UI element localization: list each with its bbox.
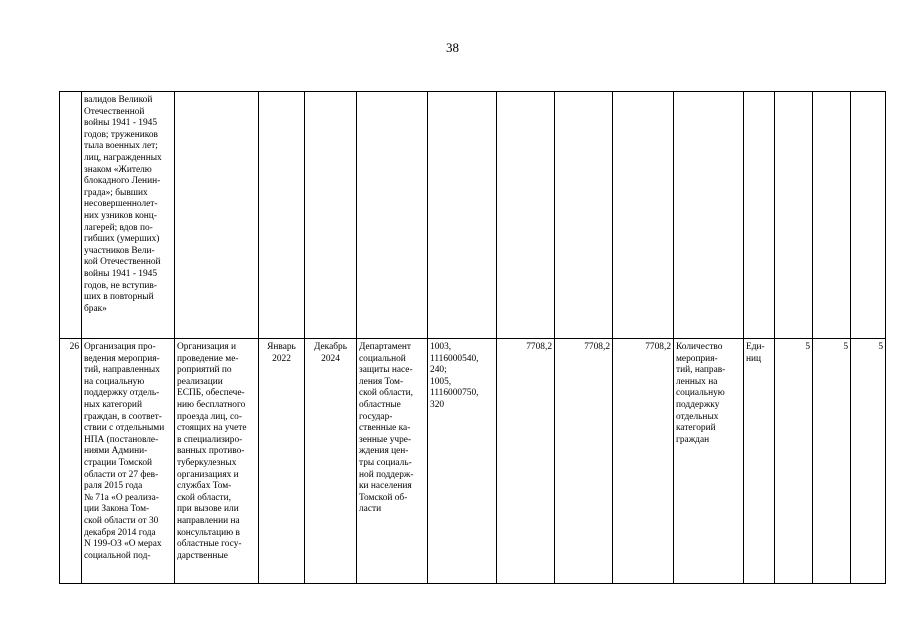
total-amount-cell: 7708,2: [497, 339, 555, 584]
year1-amount-cell: 7708,2: [555, 339, 613, 584]
event-description-cell: [175, 339, 259, 584]
value1-cell: 5: [775, 339, 813, 584]
kbk-cell: [428, 339, 497, 584]
event-name-cell: [82, 339, 175, 584]
kbk-text: 1003, 1116000540, 240; 1005, 1116000750, 320: [430, 342, 479, 410]
executor-cell: [357, 92, 428, 339]
unit-text: Еди- ниц: [746, 342, 765, 364]
year2-amount-cell: 7708,2: [613, 339, 674, 584]
table-row: [60, 92, 886, 339]
row-number-cell: 26: [60, 339, 82, 584]
executor-text: Департамент социальной защиты насе- ления Том- ской области, областные государ- ственные ка- зенные учре- ждения цен- тры социаль- ной поддерж- ки населения Томской об- ласти: [359, 342, 414, 515]
indicator-cell: [674, 339, 744, 584]
year2-amount-cell: [613, 92, 674, 339]
row-number-cell: [60, 92, 82, 339]
value3-cell: [851, 92, 886, 339]
unit-cell: [744, 339, 775, 584]
event-name-cell: [82, 92, 175, 339]
page-number: 38: [446, 40, 459, 55]
event-description-cell: [175, 92, 259, 339]
value1-cell: [775, 92, 813, 339]
indicator-text: Количество мероприя- тий, направ- ленных на социальную поддержку отдельных категорий граждан: [676, 342, 726, 445]
indicator-cell: [674, 92, 744, 339]
event-name-text: валидов Великой Отечественной войны 1941 - 1945 годов; тружеников тыла военных лет; лиц, награжденных знаком «Жителю блокадного Ленин- града»; бывших несовершеннолет- них узников конц- лагерей; вдов по- гибших (умерших) участников Вели- кой Отечественной войны 1941 - 1945 годов, не вступив- ших в повторный брак»: [84, 95, 162, 314]
end-date-cell: [305, 339, 357, 584]
unit-cell: [744, 92, 775, 339]
start-date-cell: [259, 92, 305, 339]
end-date-cell: [305, 92, 357, 339]
program-table: [59, 91, 886, 584]
start-date-cell: [259, 339, 305, 584]
value2-cell: [813, 92, 851, 339]
value3-cell: 5: [851, 339, 886, 584]
end-date-text: Декабрь 2024: [314, 342, 347, 364]
start-date-text: Январь 2022: [267, 342, 296, 364]
kbk-cell: [428, 92, 497, 339]
event-description-text: Организация и проведение ме- роприятий по реализации ЕСПБ, обеспече- нию бесплатного проезда лиц, со- стоящих на учете в специализиро- ванных противо- туберкулезных организациях и службах Том- ской области, при вызове или направлении на консультацию в областные госу- дарственные: [177, 342, 247, 561]
year1-amount-cell: [555, 92, 613, 339]
total-amount-cell: [497, 92, 555, 339]
event-name-text: Организация про- ведения мероприя- тий, направленных на социальную поддержку отдель- ных категорий граждан, в соответ- ствии с отдельными НПА (постановле- ниями Админи- страции Томской области от 27 фев- раля 2015 года № 71а «О реализа- ции Закона Том- ской области от 30 декабря 2014 года N 199-ОЗ «О мерах социальной под-: [84, 342, 165, 561]
executor-cell: [357, 339, 428, 584]
table-row: [60, 339, 886, 584]
value2-cell: 5: [813, 339, 851, 584]
